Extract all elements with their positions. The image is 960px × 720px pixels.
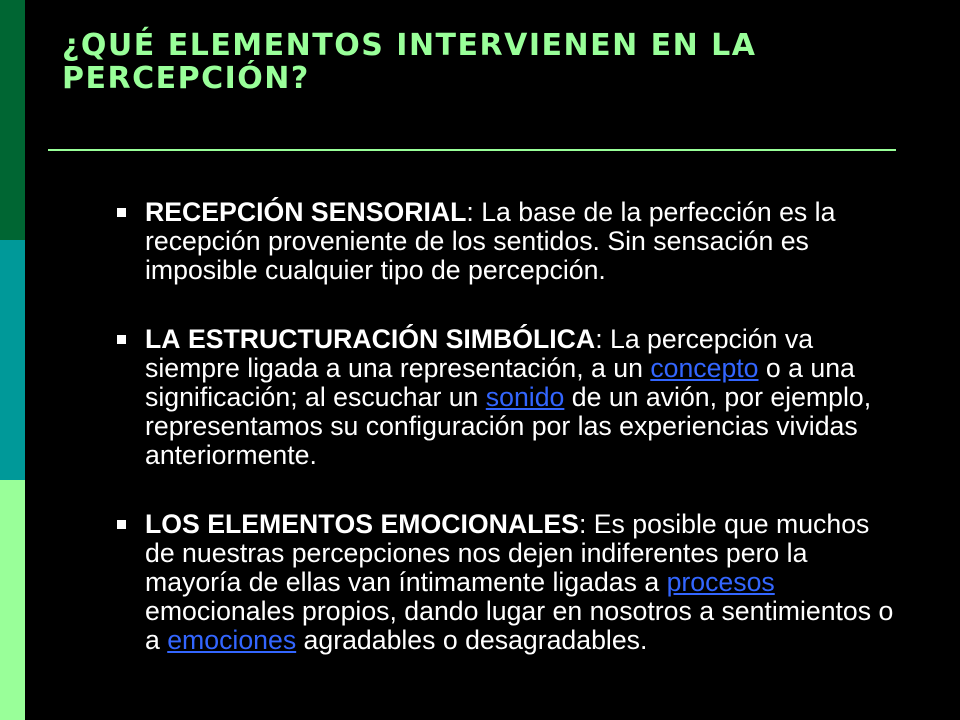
bullet-item-recepcion-sensorial (145, 198, 900, 285)
link-sonido[interactable]: sonido (485, 382, 565, 412)
bullet-text: agradables o desagradables. (296, 625, 648, 655)
link-emociones[interactable]: emociones (167, 625, 297, 655)
strip-band-dark-green (0, 0, 25, 240)
square-bullet-icon (117, 520, 126, 529)
bullet-text: emocionales propios, dando lugar en nosotros a sentimientos o a (145, 596, 894, 655)
link-concepto[interactable]: concepto (650, 353, 759, 383)
bullet-item-estructuracion-simbolica (145, 325, 900, 470)
strip-band-light-green (0, 480, 25, 720)
bullet-term: LOS ELEMENTOS EMOCIONALES (145, 509, 579, 539)
bullet-term: RECEPCIÓN SENSORIAL (145, 197, 467, 227)
bullet-item-elementos-emocionales (145, 510, 900, 655)
slide-title: ¿QUÉ ELEMENTOS INTERVIENEN EN LA PERCEPCIÓN? (62, 28, 757, 96)
bullet-text: : La percepción va siempre ligada a una representación, a un (145, 324, 814, 383)
square-bullet-icon (117, 335, 126, 344)
bullet-list (145, 198, 900, 655)
bullet-text: o a una significación; al escuchar un (145, 353, 855, 412)
link-procesos[interactable]: procesos (666, 567, 775, 597)
bullet-term: LA ESTRUCTURACIÓN SIMBÓLICA (145, 324, 596, 354)
bullet-text: : Es posible que muchos de nuestras percepciones nos dejen indiferentes pero la mayoría de ellas van íntimamente ligadas a (145, 509, 870, 597)
bullet-text: : La base de la perfección es la recepción proveniente de los sentidos. Sin sensación es imposible cualquier tipo de percepción. (145, 197, 836, 285)
strip-band-teal (0, 240, 25, 480)
bullet-text: de un avión, por ejemplo, representamos su configuración por las experiencias vividas anteriormente. (145, 382, 872, 470)
square-bullet-icon (117, 208, 126, 217)
title-divider (48, 149, 896, 151)
side-color-strip (0, 0, 25, 720)
